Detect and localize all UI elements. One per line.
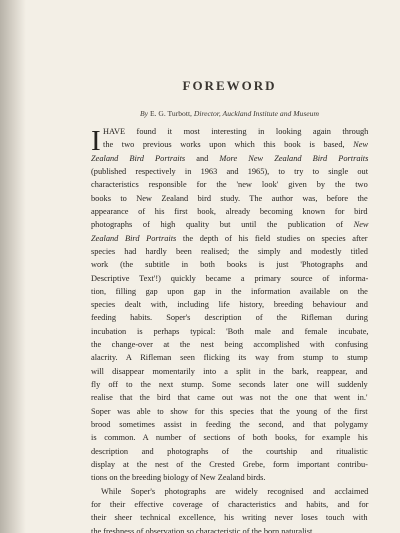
- text-segment: appearance of his first book, already becoming known for bird: [91, 206, 368, 216]
- text-line: [91, 472, 266, 484]
- text-segment: and: [185, 153, 220, 163]
- text-segment: Soper was able to show for this species that the young of the first: [91, 406, 368, 416]
- drop-cap: I: [91, 125, 101, 157]
- byline-affiliation: Director, Auckland Institute and Museum: [193, 109, 319, 118]
- text-segment: the two previous works upon which this book is based,: [103, 140, 354, 150]
- text-line: [91, 166, 368, 178]
- text-line: [91, 379, 368, 391]
- text-line: [91, 286, 368, 298]
- text-line: [91, 366, 368, 378]
- text-line: [91, 406, 368, 418]
- text-line: [91, 206, 368, 218]
- text-segment: is common. A number of sections of both books, for example his: [91, 433, 368, 443]
- text-segment: New: [353, 140, 369, 150]
- text-line: [91, 419, 368, 431]
- text-segment: for their effective coverage of characteristics and habits, and for: [91, 499, 369, 509]
- text-segment: books to New Zealand bird study. The author was, before the: [91, 193, 368, 203]
- text-segment: the change-over at the nest being accomplished with confusing: [91, 340, 368, 350]
- text-line: [91, 526, 314, 533]
- text-segment: feeding habits. Soper's description of the Rifleman during: [91, 313, 368, 323]
- page-gutter-shadow: [0, 0, 26, 533]
- text-segment: realise that the bird that came out was not the one that went in.': [91, 393, 368, 403]
- text-segment: photographs of high quality but until the publication of: [91, 220, 354, 230]
- text-segment: display at the nest of the Crested Grebe, form important contribu-: [91, 460, 368, 469]
- text-line: [91, 512, 368, 524]
- byline: [91, 109, 368, 118]
- text-line: [91, 179, 368, 191]
- text-segment: More New Zealand Bird Portraits: [219, 153, 369, 163]
- text-segment: tions on the breeding biology of New Zealand birds.: [91, 473, 266, 483]
- text-segment: species had hardly been realised; the simply and modestly titled: [91, 246, 368, 256]
- text-segment: New: [353, 220, 369, 230]
- text-line: [91, 499, 368, 511]
- text-line: [91, 219, 368, 231]
- text-line: [91, 459, 368, 471]
- text-segment: Descriptive Text'!) quickly became a primary source of informa-: [91, 273, 369, 283]
- text-segment: fly off to the next stump. Some seconds later one will suddenly: [91, 380, 368, 390]
- text-segment: the depth of his field studies on species after: [176, 233, 368, 243]
- text-line: [91, 193, 368, 205]
- text-line: [91, 446, 368, 458]
- text-line: [91, 273, 368, 285]
- text-segment: will disappear momentarily into a split in the bark, reappear, and: [91, 366, 368, 376]
- text-segment: the freshness of observation so characteristic of the born naturalist.: [91, 526, 315, 533]
- text-segment: While Soper's photographs are widely recognised and acclaimed: [101, 486, 369, 496]
- text-line: [91, 392, 368, 404]
- text-line: [91, 246, 368, 258]
- byline-author: E. G. Turbott,: [149, 109, 192, 118]
- text-line: [91, 233, 368, 245]
- text-line: [91, 312, 368, 324]
- text-line: [103, 126, 368, 138]
- text-line: [91, 432, 368, 444]
- page-title: FOREWORD: [182, 78, 277, 93]
- text-line: [101, 486, 368, 498]
- text-segment: species dealt with, including life history, breeding behaviour and: [91, 300, 368, 310]
- text-segment: HAVE found it most interesting in looking again through: [103, 127, 369, 136]
- text-segment: their sheer technical excellence, his writing never loses touch with: [91, 513, 368, 523]
- text-segment: Zealand Bird Portraits: [91, 153, 186, 163]
- text-segment: description and photographs of the courtship and ritualistic: [91, 446, 368, 456]
- text-line: [103, 139, 368, 151]
- text-segment: work (the subtitle in both books is just 'Photographs and: [91, 260, 368, 270]
- text-line: [91, 352, 368, 364]
- text-segment: (published respectively in 1963 and 1965), to try to single out: [91, 166, 369, 176]
- text-segment: characteristics responsible for the 'new look' given by the two: [91, 180, 368, 190]
- text-segment: incubation is perhaps typical: 'Both male and female incubate,: [91, 326, 369, 336]
- byline-prefix: By: [140, 109, 149, 118]
- text-segment: alacrity. A Rifleman seen flicking its way from stump to stump: [91, 353, 368, 363]
- text-line: [91, 153, 368, 165]
- text-segment: Zealand Bird Portraits: [91, 233, 177, 243]
- text-line: [91, 259, 368, 271]
- text-line: [91, 326, 368, 338]
- text-segment: tion, filling gap upon gap in the information available on the: [91, 286, 368, 296]
- text-segment: brood sometimes assist in feeding the second, and that polygamy: [91, 420, 368, 430]
- text-line: [91, 339, 368, 351]
- text-line: [91, 299, 368, 311]
